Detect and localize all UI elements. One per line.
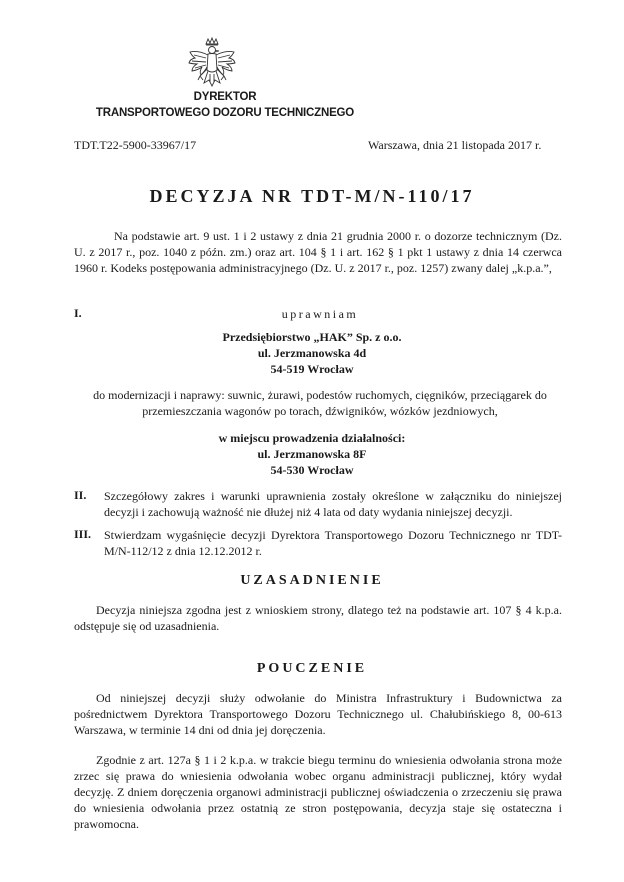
location-label: w miejscu prowadzenia działalności: [218, 431, 406, 445]
section-ii-numeral: II. [74, 488, 87, 502]
legal-basis-paragraph: Na podstawie art. 9 ust. 1 i 2 ustawy z dnia 21 grudnia 2000 r. o dozorze technicznym (Dz. U. z 2017 r., poz. 1040 z późn. zm.) oraz art. 104 § 1 i art. 162 § 1 pkt 1 ustawy z dnia 14 czerwca 1960 r. Kodeks postępowania administracyjnego (Dz. U. z 2017 r., poz. 1257) zwany dalej „k.p.a.”, [74, 229, 562, 275]
scope-text: do modernizacji i naprawy: suwnic, żurawi, podestów ruchomych, cięgników, przeciągarek do przemieszczania wagonów po torach, dźwigników, wózków jezdniowych, [93, 388, 547, 418]
instruction-heading: POUCZENIE [256, 661, 368, 676]
decision-title: DECYZJA NR TDT-M/N-110/17 [149, 186, 475, 206]
section-i-numeral: I. [74, 306, 82, 320]
section-iii-numeral: III. [74, 527, 92, 541]
polish-eagle-emblem-icon [186, 36, 238, 92]
justification-heading: UZASADNIENIE [240, 573, 384, 588]
reference-number: TDT.T22-5900-33967/17 [74, 138, 197, 152]
justification-text: Decyzja niniejsza zgodna jest z wnioskiem strony, dlatego też na podstawie art. 107 § 4 k.p.a. odstępuje się od uzasadnienia. [74, 603, 562, 633]
issuer-title: DYREKTOR [193, 91, 257, 103]
instruction-paragraph-2: Zgodnie z art. 127a § 1 i 2 k.p.a. w trakcie biegu terminu do wniesienia odwołania strona może zrzec się prawa do wniesienia odwołania wobec organu administracji publicznej, który wydał decyzję. Z dniem doręczenia organowi administracji publicznej oświadczenia o zrzeczeniu się prawa do wniesienia odwołania przez ostatnią ze stron postępowania, decyzja staje się ostateczna i prawomocna. [74, 753, 562, 831]
section-iii-text: Stwierdzam wygaśnięcie decyzji Dyrektora Transportowego Dozoru Technicznego nr TDT-M/N-112/12 z dnia 12.12.2012 r. [104, 528, 562, 558]
section-i-verb: uprawniam [281, 307, 359, 321]
issuer-name: TRANSPORTOWEGO DOZORU TECHNICZNEGO [95, 107, 355, 119]
location-street: ul. Jerzmanowska 8F [257, 447, 367, 461]
location-city: 54-530 Wrocław [270, 463, 354, 477]
company-name: Przedsiębiorstwo „HAK” Sp. z o.o. [222, 330, 402, 344]
section-ii-text: Szczegółowy zakres i warunki uprawnienia zostały określone w załączniku do niniejszej decyzji i zachowują ważność nie dłużej niż 4 lata od daty wydania niniejszej decyzji. [104, 489, 562, 519]
place-and-date: Warszawa, dnia 21 listopada 2017 r. [368, 138, 542, 152]
company-city: 54-519 Wrocław [270, 362, 354, 376]
company-street: ul. Jerzmanowska 4d [257, 346, 367, 360]
instruction-paragraph-1: Od niniejszej decyzji służy odwołanie do Ministra Infrastruktury i Budownictwa za pośrednictwem Dyrektora Transportowego Dozoru Technicznego ul. Chałubińskiego 8, 00-613 Warszawa, w terminie 14 dni od dnia jej doręczenia. [74, 691, 562, 737]
